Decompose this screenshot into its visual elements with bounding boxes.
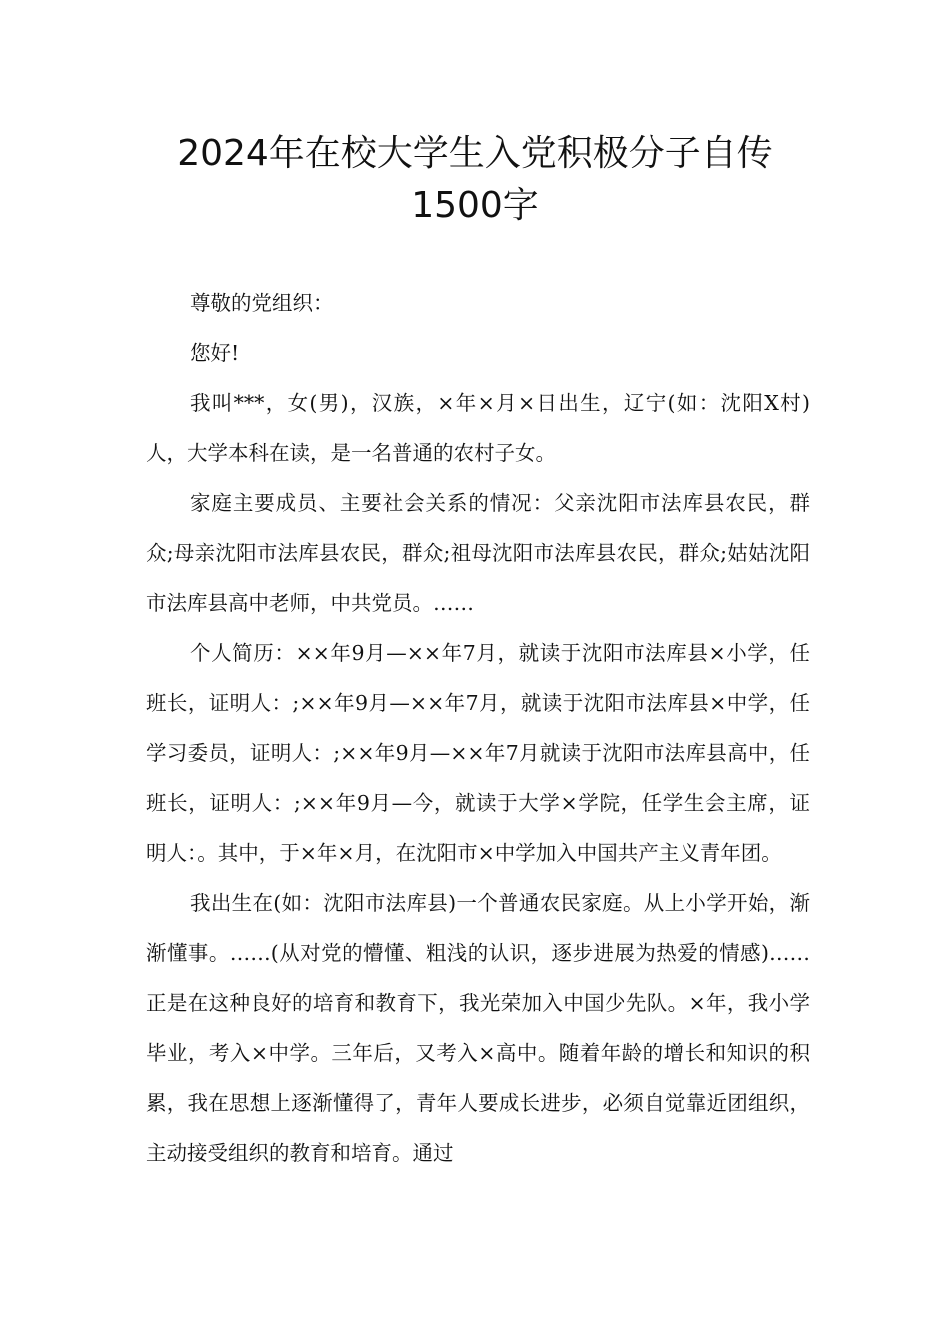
document-body — [146, 278, 810, 1178]
greeting: 您好! — [190, 341, 240, 365]
paragraph-growth: 我出生在(如：沈阳市法库县)一个普通农民家庭。从上小学开始，渐渐懂事。……(从对党的懵懂、粗浅的认识，逐步进展为热爱的情感)……正是在这种良好的培育和教育下，我光荣加入中国少先队。×年，我小学毕业，考入×中学。三年后，又考入×高中。随着年龄的增长和知识的积累，我在思想上逐渐懂得了，青年人要成长进步，必须自觉靠近团组织，主动接受组织的教育和培育。通过 — [146, 891, 810, 1165]
title-line-1: 2024年在校大学生入党积极分子自传 — [177, 133, 773, 174]
document-title — [100, 128, 850, 232]
paragraph-intro: 我叫***，女(男)，汉族，×年×月×日出生，辽宁(如：沈阳X村)人，大学本科在读，是一名普通的农村子女。 — [146, 391, 810, 465]
salutation: 尊敬的党组织： — [190, 291, 334, 315]
paragraph-family: 家庭主要成员、主要社会关系的情况：父亲沈阳市法库县农民，群众;母亲沈阳市法库县农民，群众;祖母沈阳市法库县农民，群众;姑姑沈阳市法库县高中老师，中共党员。…… — [146, 491, 810, 615]
title-line-2: 1500字 — [411, 185, 539, 226]
paragraph-resume: 个人简历：××年9月—××年7月，就读于沈阳市法库县×小学，任班长，证明人：;××年9月—××年7月，就读于沈阳市法库县×中学，任学习委员，证明人：;××年9月—××年7月就读于沈阳市法库县高中，任班长，证明人：;××年9月—今，就读于大学×学院，任学生会主席，证明人：。其中，于×年×月，在沈阳市×中学加入中国共产主义青年团。 — [146, 641, 810, 865]
